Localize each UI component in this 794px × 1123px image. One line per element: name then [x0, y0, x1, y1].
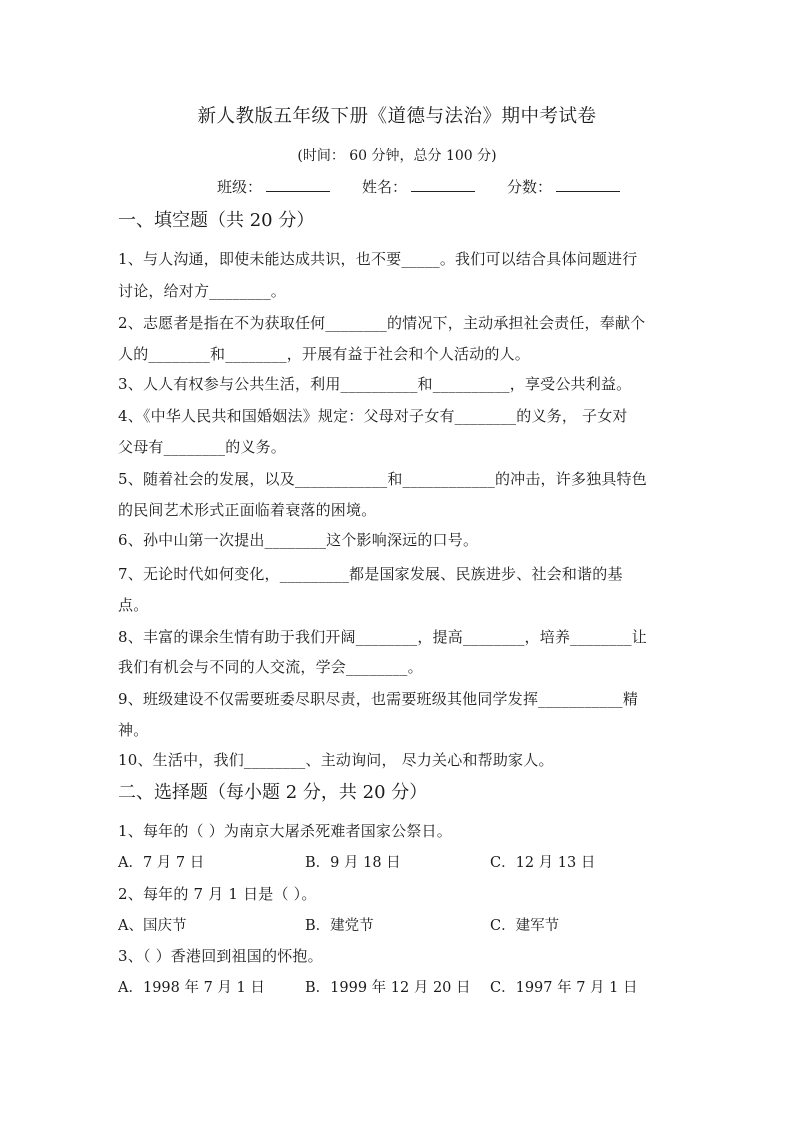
option-c[interactable]: C．1997 年 7 月 1 日 — [490, 980, 638, 996]
option-a[interactable]: A．7 月 7 日 — [118, 855, 205, 871]
question-line: 的民间艺术形式正面临着衰落的困境。 — [118, 501, 377, 519]
class-label: 班级： — [217, 178, 263, 196]
choice-question-stem: 3、（ ）香港回到祖国的怀抱。 — [118, 947, 323, 965]
question-line: 2、志愿者是指在不为获取任何________的情况下，主动承担社会责任，奉献个 — [118, 314, 646, 332]
name-field — [362, 176, 475, 197]
question-line: 神。 — [118, 721, 149, 739]
question-line: 讨论，给对方________。 — [118, 282, 287, 300]
question-line: 1、与人沟通，即使未能达成共识，也不要_____。我们可以结合具体问题进行 — [118, 250, 638, 268]
question-line: 我们有机会与不同的人交流，学会________。 — [118, 658, 423, 676]
section-choice-heading: 二、选择题（每小题 2 分，共 20 分） — [118, 782, 428, 803]
choice-question-stem: 1、每年的（ ）为南京大屠杀死难者国家公祭日。 — [118, 822, 452, 840]
question-line: 8、丰富的课余生情有助于我们开阔________，提高________，培养________让 — [118, 628, 647, 646]
name-label: 姓名： — [362, 178, 408, 196]
question-line: 3、人人有权参与公共生活，利用__________和__________，享受公共利益。 — [118, 375, 632, 393]
question-line: 父母有________的义务。 — [118, 438, 287, 456]
option-a[interactable]: A．1998 年 7 月 1 日 — [118, 980, 265, 996]
question-line: 9、班级建设不仅需要班委尽职尽责，也需要班级其他同学发挥___________精 — [118, 690, 639, 708]
name-blank[interactable] — [411, 176, 475, 192]
option-b[interactable]: B．1999 年 12 月 20 日 — [305, 980, 471, 996]
exam-title: 新人教版五年级下册《道德与法治》期中考试卷 — [197, 106, 597, 127]
score-field — [507, 176, 620, 197]
choice-options-row — [118, 914, 678, 934]
question-line: 4、《中华人民共和国婚姻法》规定：父母对子女有________的义务， 子女对 — [118, 407, 628, 425]
class-field — [217, 176, 330, 197]
question-line: 10、生活中，我们________、主动询问， 尽力关心和帮助家人。 — [118, 751, 554, 769]
score-label: 分数： — [507, 178, 553, 196]
exam-subtitle: (时间： 60 分钟，总分 100 分) — [297, 148, 497, 164]
option-b[interactable]: B．9 月 18 日 — [305, 855, 401, 871]
option-c[interactable]: C．建军节 — [490, 918, 560, 934]
section-fill-blank-heading: 一、填空题（共 20 分） — [118, 210, 315, 231]
choice-options-row — [118, 851, 678, 871]
option-a[interactable]: A、国庆节 — [118, 918, 187, 934]
option-c[interactable]: C．12 月 13 日 — [490, 855, 596, 871]
question-line: 人的________和________，开展有益于社会和个人活动的人。 — [118, 345, 531, 363]
option-b[interactable]: B．建党节 — [305, 918, 374, 934]
question-line: 7、无论时代如何变化，_________都是国家发展、民族进步、社会和谐的基 — [118, 565, 623, 583]
choice-question-stem: 2、每年的 7 月 1 日是（ ）。 — [118, 885, 317, 903]
choice-options-row — [118, 976, 678, 996]
class-blank[interactable] — [266, 176, 330, 192]
question-line: 点。 — [118, 596, 149, 614]
question-line: 6、孙中山第一次提出________这个影响深远的口号。 — [118, 531, 479, 549]
score-blank[interactable] — [556, 176, 620, 192]
question-line: 5、随着社会的发展，以及____________和____________的冲击，许多独具特色 — [118, 470, 647, 488]
